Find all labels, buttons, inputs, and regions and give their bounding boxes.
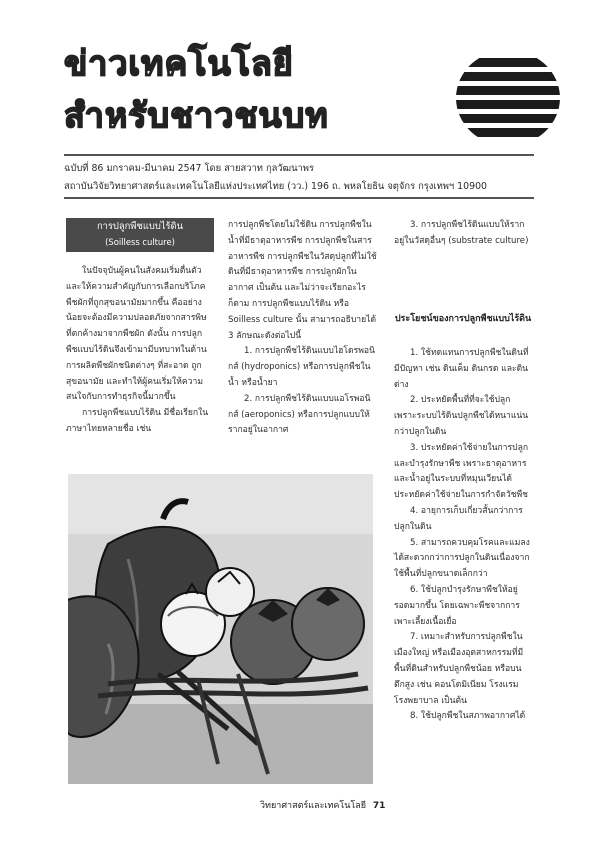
benefits-heading: ประโยชน์ของการปลูกพืชแบบไร้ดิน (394, 314, 532, 324)
benefit-item: 5. สามารถควบคุมโรคและแมลงได้สะดวกกว่าการปลูกในดินเนื่องจากใช้พื้นที่ปลูกขนาดเล็กกว่า (394, 537, 530, 580)
paragraph: 1. การปลูกพืชไร้ดินแบบไฮโดรพอนิกส์ (hydroponics) หรือการปลูกพืชในน้ำ หรือน้ำยา (228, 346, 375, 388)
section-title: การปลูกพืชแบบไร้ดิน (96, 221, 184, 232)
striped-globe-logo (456, 50, 560, 146)
benefit-item: 4. อายุการเก็บเกี่ยวสั้นกว่าการปลูกในดิน (394, 505, 523, 532)
paragraph: ในปัจจุบันผู้คนในสังคมเริ่มตื่นตัวและให้ความสำคัญกับการเลือกบริโภคพืชผักที่ถูกสุขอนามัยมากขึ้น คืออย่างน้อยจะต้องมีความปลอดภัยจากสารพิษที่ตกค้างมาจากพืชผัก ดังนั้น การปลูกพืชแบบไร้ดินจึงเข้ามามีบทบาทในด้านการผลิตพืชผักชนิดต่างๆ ที่สะอาด ถูกสุขอนามัย และทำให้ผู้คนเริ่มให้ความสนใจกับการทำธุรกิจนี้มากขึ้น (66, 266, 207, 403)
paragraph: การปลูกพืชโดยไม่ใช้ดิน การปลูกพืชในน้ำที่มีธาตุอาหารพืช การปลูกพืชในสารอาหารพืช การปลูกพืชในวัสดุปลูกที่ไม่ใช้ดินที่มีธาตุอาหารพืช การปลูกผักในอากาศ เป็นต้น และไม่ว่าจะเรียกอะไรก็ตาม การปลูกพืชแบบไร้ดิน หรือ Soilless culture นั้น สามารถอธิบายได้ 3 ลักษณะดังต่อไปนี้ (228, 220, 377, 341)
vegetables-illustration (68, 474, 373, 784)
vegetables-drawing (68, 474, 373, 784)
masthead-divider-top (64, 154, 534, 156)
article-column-2 (228, 218, 378, 439)
masthead-divider-bottom (64, 197, 534, 199)
page-footer (260, 800, 385, 812)
article-column-3 (394, 218, 532, 250)
publisher-address-line: สถาบันวิจัยวิทยาศาสตร์และเทคโนโลยีแห่งประเทศไทย (วว.) 196 ถ. พหลโยธิน จตุจักร กรุงเทพฯ 10900 (64, 181, 488, 192)
section-heading-box (66, 218, 214, 252)
benefit-item: 1. ใช้ทดแทนการปลูกพืชในดินที่มีปัญหา เช่น ดินเค็ม ดินกรด และดินด่าง (394, 348, 529, 390)
benefit-item: 6. ใช้ปลูกบำรุงรักษาพืชให้อยู่รอดมากขึ้น โดยเฉพาะพืชจากการเพาะเลี้ยงเนื้อเยื่อ (394, 584, 520, 627)
benefit-item: 3. ประหยัดค่าใช้จ่ายในการปลูก และบำรุงรักษาพืช เพราะธาตุอาหารและน้ำอยู่ในระบบที่หมุนเวียนได้ ประหยัดค่าใช้จ่ายในการกำจัดวัชพืช (394, 442, 529, 501)
masthead-title-line1: ข่าวเทคโนโลยี (64, 44, 294, 84)
masthead (64, 40, 514, 150)
article-column-1 (66, 264, 212, 438)
section-subtitle: (Soilless culture) (105, 237, 175, 247)
page-number: 71 (372, 801, 386, 811)
paragraph: 2. การปลูกพืชไร้ดินแบบแอโรพอนิกส์ (aeroponics) หรือการปลูกแบบให้รากอยู่ในอากาศ (228, 393, 371, 436)
benefit-item: 8. ใช้ปลูกพืชในสภาพอากาศได้ (410, 711, 526, 722)
paragraph: 3. การปลูกพืชไร้ดินแบบให้รากอยู่ในวัสดุอื่นๆ (substrate culture) (394, 220, 529, 246)
benefits-list (394, 346, 532, 725)
paragraph: การปลูกพืชแบบไร้ดิน มีชื่อเรียกในภาษาไทยหลายชื่อ เช่น (66, 408, 209, 434)
benefit-item: 7. เหมาะสำหรับการปลูกพืชในเมืองใหญ่ หรือเมืองอุตสาหกรรมที่มีพื้นที่ดินสำหรับปลูกพืชน้อย หรือบนตึกสูง เช่น คอนโดมิเนียม โรงแรม โรงพยาบาล เป็นต้น (394, 632, 524, 706)
footer-magazine-name: วิทยาศาสตร์และเทคโนโลยี (260, 801, 367, 811)
masthead-title-line2: สำหรับชาวชนบท (64, 96, 329, 136)
issue-info-line: ฉบับที่ 86 มกราคม-มีนาคม 2547 โดย สายสวาท กุลวัฒนาพร (64, 163, 314, 174)
benefit-item: 2. ประหยัดพื้นที่ที่จะใช้ปลูก เพราะระบบไร้ดินปลูกพืชได้หนาแน่นกว่าปลูกในดิน (394, 395, 529, 437)
